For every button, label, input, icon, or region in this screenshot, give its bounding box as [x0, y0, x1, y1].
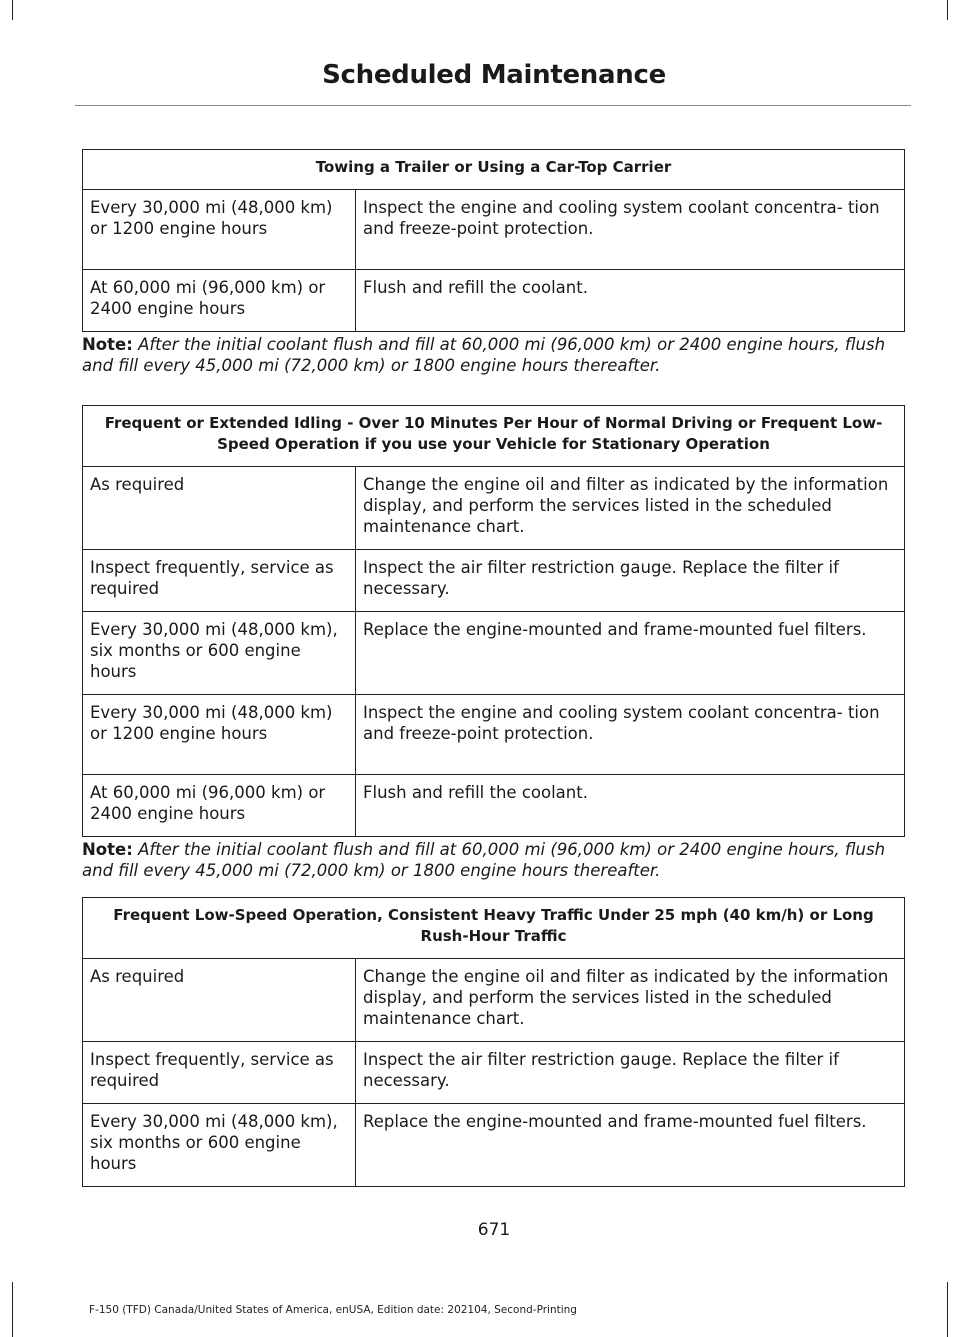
- table-row: [83, 467, 905, 550]
- header-rule: [75, 105, 911, 106]
- table-towing: [82, 149, 905, 332]
- note-text: After the initial coolant flush and fill at 60,000 mi (96,000 km) or 2400 engine hours, flush and fill every 45,000 mi (72,000 km) or 1800 engine hours thereafter.: [82, 335, 886, 375]
- table-row: [83, 695, 905, 775]
- table-row: [83, 959, 905, 1042]
- note: [82, 334, 905, 376]
- interval-cell: Every 30,000 mi (48,000 km) or 1200 engine hours: [83, 695, 356, 775]
- action-cell: Replace the engine-mounted and frame-mounted fuel filters.: [356, 1104, 905, 1187]
- crop-mark-bottom-right: [947, 1282, 948, 1337]
- table-title: Towing a Trailer or Using a Car-Top Carrier: [83, 150, 905, 190]
- section-idling: [82, 405, 905, 881]
- note: [82, 839, 905, 881]
- interval-cell: As required: [83, 959, 356, 1042]
- crop-mark-top-left: [12, 0, 13, 20]
- table-title: Frequent Low-Speed Operation, Consistent Heavy Traffic Under 25 mph (40 km/h) or Long Rush-Hour Traffic: [83, 898, 905, 959]
- table-idling: [82, 405, 905, 837]
- action-cell: Flush and refill the coolant.: [356, 775, 905, 837]
- section-low-speed: [82, 897, 905, 1187]
- action-cell: Inspect the air filter restriction gauge. Replace the filter if necessary.: [356, 550, 905, 612]
- action-cell: Inspect the engine and cooling system coolant concentra- tion and freeze-point protection.: [356, 695, 905, 775]
- table-row: [83, 270, 905, 332]
- table-title: Frequent or Extended Idling - Over 10 Minutes Per Hour of Normal Driving or Frequent Low-Speed Operation if you use your Vehicle for Stationary Operation: [83, 406, 905, 467]
- interval-cell: As required: [83, 467, 356, 550]
- action-cell: Inspect the air filter restriction gauge. Replace the filter if necessary.: [356, 1042, 905, 1104]
- action-cell: Replace the engine-mounted and frame-mounted fuel filters.: [356, 612, 905, 695]
- interval-cell: Every 30,000 mi (48,000 km), six months or 600 engine hours: [83, 612, 356, 695]
- interval-cell: At 60,000 mi (96,000 km) or 2400 engine hours: [83, 270, 356, 332]
- action-cell: Change the engine oil and filter as indicated by the information display, and perform the services listed in the scheduled maintenance chart.: [356, 467, 905, 550]
- table-row: [83, 190, 905, 270]
- table-low-speed: [82, 897, 905, 1187]
- action-cell: Inspect the engine and cooling system coolant concentra- tion and freeze-point protection.: [356, 190, 905, 270]
- section-towing: [82, 149, 905, 376]
- table-row: [83, 1042, 905, 1104]
- table-row: [83, 612, 905, 695]
- note-text: After the initial coolant flush and fill at 60,000 mi (96,000 km) or 2400 engine hours, flush and fill every 45,000 mi (72,000 km) or 1800 engine hours thereafter.: [82, 840, 886, 880]
- table-row: [83, 550, 905, 612]
- table-row: [83, 775, 905, 837]
- footer-edition-info: F-150 (TFD) Canada/United States of America, enUSA, Edition date: 202104, Second-Printing: [89, 1304, 577, 1316]
- page-title: Scheduled Maintenance: [322, 60, 666, 90]
- crop-mark-bottom-left: [12, 1282, 13, 1337]
- interval-cell: Every 30,000 mi (48,000 km), six months or 600 engine hours: [83, 1104, 356, 1187]
- interval-cell: Every 30,000 mi (48,000 km) or 1200 engine hours: [83, 190, 356, 270]
- page-number: 671: [477, 1220, 511, 1240]
- crop-mark-top-right: [947, 0, 948, 20]
- interval-cell: Inspect frequently, service as required: [83, 550, 356, 612]
- interval-cell: Inspect frequently, service as required: [83, 1042, 356, 1104]
- table-row: [83, 1104, 905, 1187]
- note-label: Note:: [82, 335, 133, 354]
- note-label: Note:: [82, 840, 133, 859]
- action-cell: Flush and refill the coolant.: [356, 270, 905, 332]
- action-cell: Change the engine oil and filter as indicated by the information display, and perform the services listed in the scheduled maintenance chart.: [356, 959, 905, 1042]
- interval-cell: At 60,000 mi (96,000 km) or 2400 engine hours: [83, 775, 356, 837]
